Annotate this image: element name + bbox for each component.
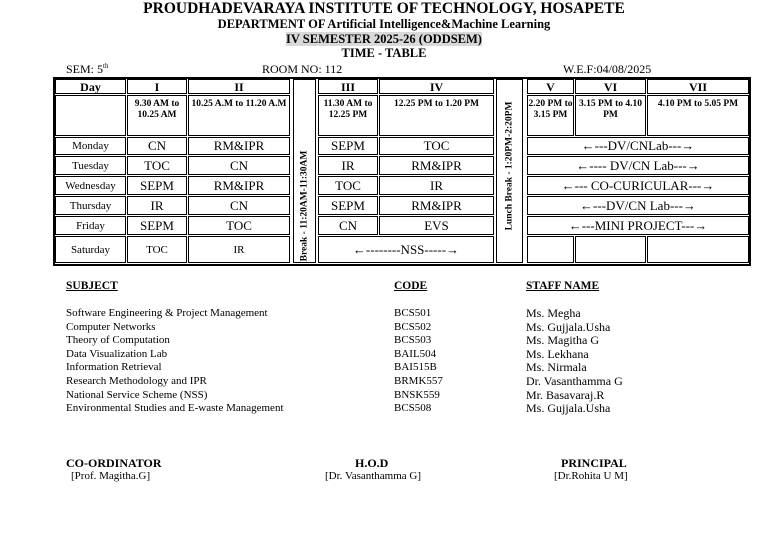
institute-name: PROUDHADEVARAYA INSTITUTE OF TECHNOLOGY, HOSAPETE xyxy=(143,0,625,17)
period-time-6: 3.15 PM to 4.10 PM xyxy=(575,95,646,136)
empty-slot-cell xyxy=(647,236,749,263)
staff-name: Ms. Gujjala.Usha xyxy=(526,401,611,416)
slot-cell: SEPM xyxy=(318,137,378,155)
slot-cell: IR xyxy=(127,196,187,215)
subject-name: Theory of Computation xyxy=(66,334,170,347)
slot-cell: IR xyxy=(318,156,378,175)
short-break-label: Break - 11:20AM-11:30AM xyxy=(299,150,310,262)
slot-cell: RM&IPR xyxy=(379,156,494,175)
slot-cell: SEPM xyxy=(127,176,187,195)
slot-cell: IR xyxy=(379,176,494,195)
day-header-blank xyxy=(55,95,126,136)
subject-name: National Service Scheme (NSS) xyxy=(66,388,208,401)
subject-code: BAIL504 xyxy=(394,347,437,360)
sem-superscript: th xyxy=(103,62,109,70)
staff-column-header: STAFF NAME xyxy=(526,280,600,292)
nss-session-cell: ←--------NSS-----→ xyxy=(318,236,494,263)
slot-cell: SEPM xyxy=(127,216,187,235)
subject-column-header: SUBJECT xyxy=(66,280,118,292)
slot-cell: RM&IPR xyxy=(188,176,290,195)
period-time-4: 12.25 PM to 1.20 PM xyxy=(379,95,494,136)
staff-name: Ms. Nirmala xyxy=(526,360,587,375)
principal-name: [Dr.Rohita U M] xyxy=(554,470,628,482)
period-time-5: 2.20 PM to 3.15 PM xyxy=(527,95,574,136)
staff-name: Ms. Gujjala.Usha xyxy=(526,319,611,334)
period-header-6: VI xyxy=(575,79,646,94)
slot-cell: IR xyxy=(188,236,290,263)
slot-cell: TOC xyxy=(379,137,494,155)
sem-value: SEM: 5 xyxy=(66,62,104,76)
semester-title: IV SEMESTER 2025-26 (ODDSEM) xyxy=(286,32,482,46)
empty-slot-cell xyxy=(575,236,646,263)
sem-label xyxy=(66,62,108,77)
subject-name: Computer Networks xyxy=(66,320,156,333)
subject-name: Environmental Studies and E-waste Management xyxy=(66,402,284,415)
afternoon-session-cell: ←---MINI PROJECT---→ xyxy=(527,216,749,235)
coordinator-name: [Prof. Magitha.G] xyxy=(71,470,151,482)
day-cell-wednesday: Wednesday xyxy=(55,176,126,195)
slot-cell: RM&IPR xyxy=(188,137,290,155)
principal-title: PRINCIPAL xyxy=(561,456,627,470)
afternoon-session-cell: ←---DV/CN Lab---→ xyxy=(527,196,749,215)
period-header-7: VII xyxy=(647,79,749,94)
subject-code: BCS503 xyxy=(394,334,432,347)
day-cell-friday: Friday xyxy=(55,216,126,235)
subject-code: BCS501 xyxy=(394,307,432,319)
slot-cell: TOC xyxy=(127,236,187,263)
room-number: ROOM NO: 112 xyxy=(262,62,343,76)
slot-cell: EVS xyxy=(379,216,494,235)
slot-cell: CN xyxy=(188,156,290,175)
subject-name: Information Retrieval xyxy=(66,361,162,374)
subject-list xyxy=(66,307,284,416)
code-list xyxy=(394,307,443,416)
short-break-column xyxy=(293,79,316,263)
subject-code: BRMK557 xyxy=(394,374,443,387)
afternoon-session-cell: ←---DV/CNLab---→ xyxy=(527,137,749,155)
slot-cell: TOC xyxy=(318,176,378,195)
code-column-header: CODE xyxy=(394,280,428,292)
department-name: DEPARTMENT OF Artificial Intelligence&Machine Learning xyxy=(217,17,551,31)
subject-code: BNSK559 xyxy=(394,388,440,401)
slot-cell: CN xyxy=(127,137,187,155)
afternoon-session-cell: ←---- DV/CN Lab---→ xyxy=(527,156,749,175)
document-title: TIME - TABLE xyxy=(341,46,427,60)
subject-name: Data Visualization Lab xyxy=(66,347,168,360)
staff-name: Ms. Lekhana xyxy=(526,346,589,361)
lunch-break-column xyxy=(496,79,523,263)
hod-name: [Dr. Vasanthamma G] xyxy=(325,470,422,482)
subject-code: BCS508 xyxy=(394,402,432,415)
subject-name: Research Methodology and IPR xyxy=(66,374,207,387)
subject-code: BAI515B xyxy=(394,361,437,374)
period-time-1: 9.30 AM to 10.25 AM xyxy=(127,95,187,136)
staff-name: Mr. Basavaraj.R xyxy=(526,387,605,402)
staff-name: Ms. Megha xyxy=(526,306,581,320)
day-cell-monday: Monday xyxy=(55,137,126,155)
day-header: Day xyxy=(55,79,126,94)
lunch-break-label: Lunch Break - 1:20PM-2:20PM xyxy=(504,101,515,231)
subject-name: Software Engineering & Project Management xyxy=(66,307,268,319)
semester-line xyxy=(0,32,768,47)
period-header-2: II xyxy=(188,79,290,94)
period-time-3: 11.30 AM to 12.25 PM xyxy=(318,95,378,136)
timetable xyxy=(53,77,751,266)
day-cell-saturday: Saturday xyxy=(55,236,126,263)
afternoon-session-cell: ←--- CO-CURICULAR---→ xyxy=(527,176,749,195)
slot-cell: TOC xyxy=(127,156,187,175)
period-header-4: IV xyxy=(379,79,494,94)
period-header-3: III xyxy=(318,79,378,94)
subject-code: BCS502 xyxy=(394,320,432,333)
coordinator-title: CO-ORDINATOR xyxy=(66,456,162,470)
empty-slot-cell xyxy=(527,236,574,263)
slot-cell: RM&IPR xyxy=(379,196,494,215)
period-time-7: 4.10 PM to 5.05 PM xyxy=(647,95,749,136)
day-cell-thursday: Thursday xyxy=(55,196,126,215)
staff-list xyxy=(526,307,623,416)
slot-cell: CN xyxy=(188,196,290,215)
period-header-1: I xyxy=(127,79,187,94)
slot-cell: CN xyxy=(318,216,378,235)
hod-title: H.O.D xyxy=(355,456,389,470)
staff-name: Dr. Vasanthamma G xyxy=(526,373,623,388)
period-header-5: V xyxy=(527,79,574,94)
slot-cell: TOC xyxy=(188,216,290,235)
wef-date: W.E.F:04/08/2025 xyxy=(563,62,652,76)
period-time-2: 10.25 A.M to 11.20 A.M xyxy=(188,95,290,136)
day-cell-tuesday: Tuesday xyxy=(55,156,126,175)
staff-name: Ms. Magitha G xyxy=(526,333,599,348)
slot-cell: SEPM xyxy=(318,196,378,215)
